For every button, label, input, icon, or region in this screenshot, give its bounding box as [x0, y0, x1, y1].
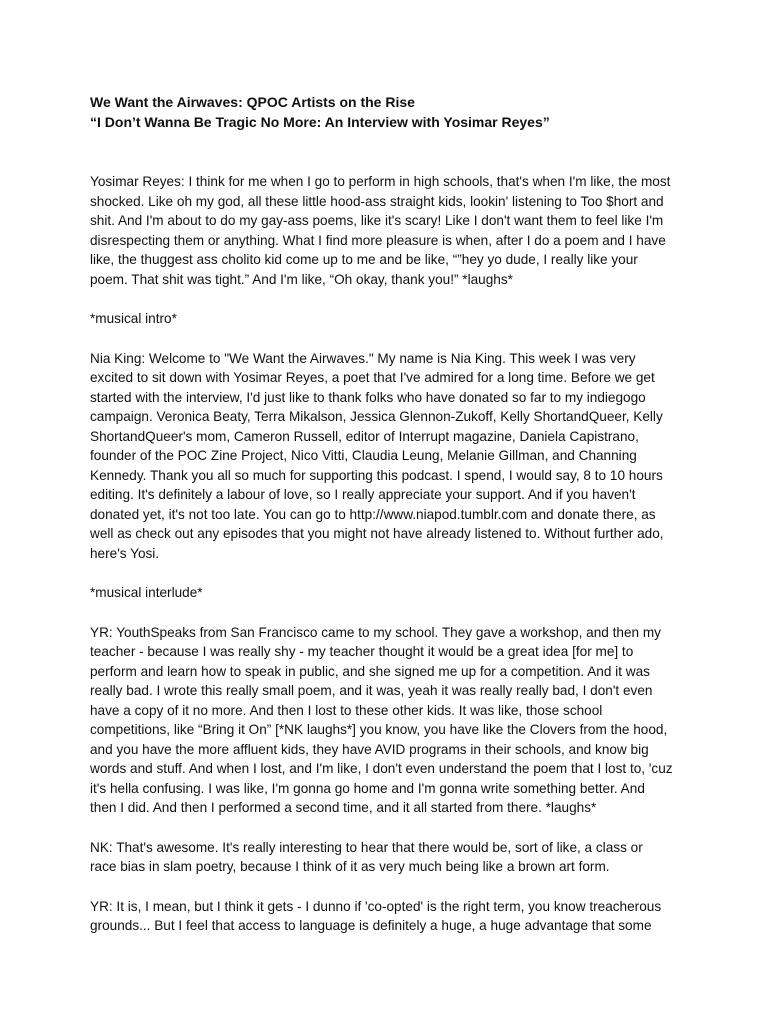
- text-line: Nia King: Welcome to "We Want the Airwaves." My name is Nia King. This week I was very: [90, 350, 636, 366]
- paragraph-yr-access-to-language: [90, 897, 695, 936]
- text-line: excited to sit down with Yosimar Reyes, a poet that I've admired for a long time. Before we get: [90, 370, 655, 385]
- interview-title: “I Don’t Wanna Be Tragic No More: An Interview with Yosimar Reyes”: [90, 114, 550, 130]
- text-line: shit. And I'm about to do my gay-ass poems, like it's scary! Like I don't want them to feel like I'm: [90, 213, 664, 228]
- series-title: We Want the Airwaves: QPOC Artists on the Rise: [90, 94, 415, 110]
- text-line: competitions, like “Bring it On” [*NK laughs*] you know, you have like the Clovers from the hood,: [90, 722, 668, 737]
- document-body: [90, 92, 695, 936]
- paragraph-yr-youthspeaks: [90, 623, 695, 818]
- text-line: words and stuff. And when I lost, and I'm like, I don't even understand the poem that I lost to, 'cuz: [90, 761, 673, 776]
- text-line: disrespecting them or anything. What I find more pleasure is when, after I do a poem and I have: [90, 232, 666, 248]
- text-line: have a copy of it no more. And then I lost to these other kids. It was like, those school: [90, 702, 603, 718]
- text-line: Kennedy. Thank you all so much for supporting this podcast. I spend, I would say, 8 to 10 hours: [90, 467, 663, 483]
- text-line: ShortandQueer's mom, Cameron Russell, editor of Interrupt magazine, Daniela Capistrano,: [90, 428, 639, 444]
- text-line: editing. It's definitely a labour of love, so I really appreciate your support. And if you haven't: [90, 487, 636, 502]
- text-line: and you have the more affluent kids, they have AVID programs in their schools, and know big: [90, 741, 649, 757]
- text-line: donated yet, it's not too late. You can go to http://www.niapod.tumblr.com and donate there, as: [90, 506, 656, 522]
- paragraph-yosimar-intro: [90, 172, 695, 289]
- text-line: well as check out any episodes that you might not have already listened to. Without further ado,: [90, 526, 664, 541]
- text-line: campaign. Veronica Beaty, Terra Mikalson, Jessica Glennon-Zukoff, Kelly ShortandQueer, Kelly: [90, 409, 663, 424]
- text-line: really bad. I wrote this really small poem, and it was, yeah it was really really bad, I don't even: [90, 683, 653, 698]
- text-line: *musical intro*: [90, 311, 177, 326]
- paragraph-musical-interlude: [90, 583, 695, 603]
- text-line: here's Yosi.: [90, 545, 160, 561]
- text-line: Yosimar Reyes: I think for me when I go to perform in high schools, that's when I'm like, the most: [90, 174, 671, 189]
- text-line: teacher - because I was really shy - my teacher thought it would be a great idea [for me] to: [90, 644, 634, 659]
- paragraph-nia-king-welcome: [90, 349, 695, 564]
- text-line: race bias in slam poetry, because I think of it as very much being like a brown art form.: [90, 859, 610, 874]
- text-line: perform and learn how to speak in public, and she signed me up for a competition. And it was: [90, 663, 650, 679]
- text-line: NK: That's awesome. It's really interesting to hear that there would be, sort of like, a class or: [90, 839, 643, 855]
- text-line: then I did. And then I performed a second time, and it all started from there. *laughs*: [90, 800, 597, 815]
- paragraph-nk-response: [90, 838, 695, 877]
- text-line: founder of the POC Zine Project, Nico Vitti, Claudia Leung, Melanie Gillman, and Channing: [90, 448, 637, 463]
- text-line: grounds... But I feel that access to language is definitely a huge, a huge advantage that some: [90, 918, 652, 933]
- text-line: like, the thuggest ass cholito kid come up to me and be like, “”hey yo dude, I really like your: [90, 252, 638, 267]
- text-line: YR: It is, I mean, but I think it gets - I dunno if 'co-opted' is the right term, you know treacherous: [90, 898, 662, 914]
- text-line: it's hella confusing. I was like, I'm gonna go home and I'm gonna write something better. And: [90, 780, 645, 796]
- paragraph-musical-intro: [90, 309, 695, 329]
- text-line: poem. That shit was tight.” And I'm like, “Oh okay, thank you!” *laughs*: [90, 271, 513, 287]
- text-line: *musical interlude*: [90, 585, 203, 600]
- text-line: started with the interview, I'd just like to thank folks who have donated so far to my indiegogo: [90, 389, 646, 405]
- text-line: shocked. Like oh my god, all these little hood-ass straight kids, lookin' listening to Too $hort and: [90, 193, 664, 209]
- text-line: YR: YouthSpeaks from San Francisco came to my school. They gave a workshop, and then my: [90, 624, 661, 640]
